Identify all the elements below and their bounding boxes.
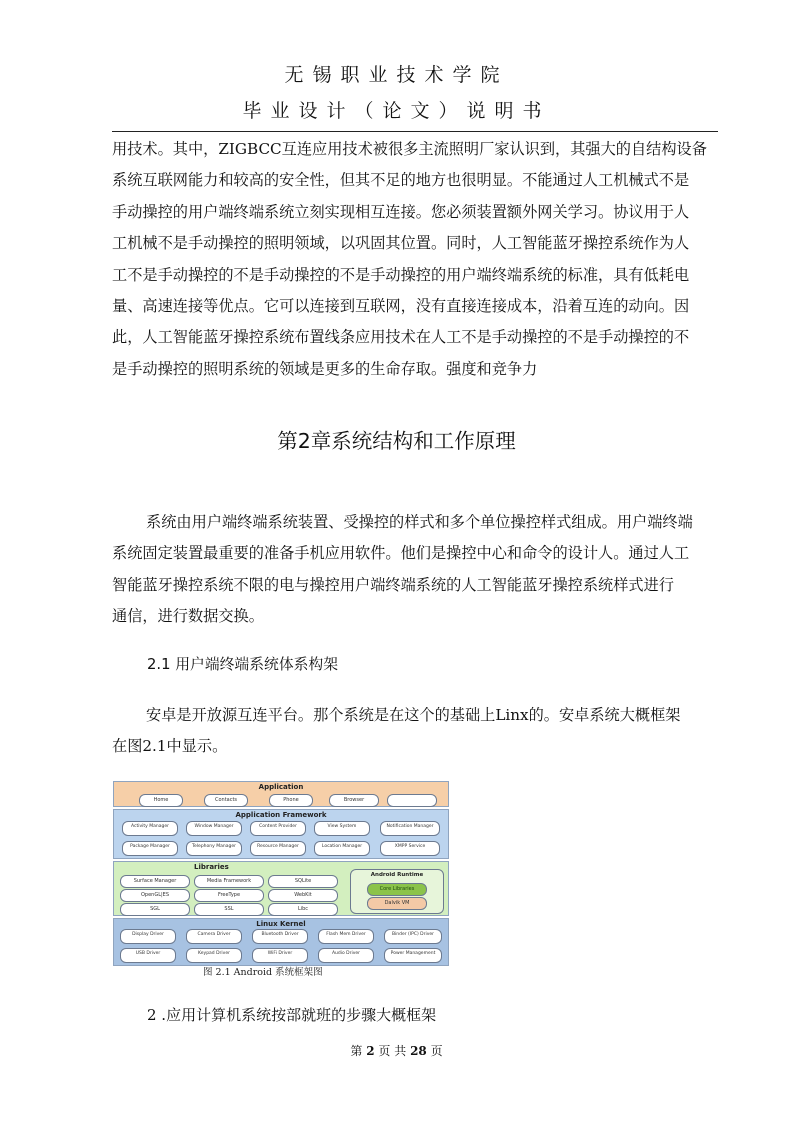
text-line: 此，人工智能蓝牙操控系统布置线条应用技术在人工不是手动操控的不是手动操控的不 (112, 328, 690, 347)
footer-prefix: 第 (350, 1044, 363, 1058)
layer-item: WebKit (268, 889, 338, 902)
layer-item: SSL (194, 903, 264, 916)
layer-item: Keypad Driver (186, 948, 242, 963)
framework-layer (113, 809, 449, 859)
layer-title: Libraries (194, 863, 229, 871)
layer-item: Media Framework (194, 875, 264, 888)
text-line: 系统固定装置最重要的准备手机应用软件。他们是操控中心和命令的设计人。通过人工 (112, 544, 690, 563)
layer-item: Contacts (204, 794, 248, 807)
total-pages: 28 (410, 1044, 427, 1058)
document-type-header: 毕业设计（论文）说明书 (242, 100, 551, 122)
layer-item: Dalvik VM (367, 897, 427, 910)
android-architecture-figure (113, 781, 449, 978)
layer-item: Package Manager (122, 841, 178, 856)
text-line: 手动操控的用户端终端系统立刻实现相互连接。您必须装置额外网关学习。协议用于人 (112, 202, 690, 221)
layer-item: Flash Mem Driver (318, 929, 374, 944)
layer-item: Notification Manager (380, 821, 440, 836)
footer-middle: 页 共 (378, 1044, 407, 1058)
runtime-title: Android Runtime (370, 872, 424, 878)
layer-item: Surface Manager (120, 875, 190, 888)
layer-item: Audio Driver (318, 948, 374, 963)
text-line: 用技术。其中，ZIGBCC互连应用技术被很多主流照明厂家认识到，其强大的自结构设备 (112, 140, 707, 158)
layer-item: USB Driver (120, 948, 176, 963)
figure-caption: 图 2.1 Android 系统框架图 (203, 967, 323, 978)
chapter-paragraph (112, 507, 718, 633)
text-line: 量、高速连接等优点。它可以连接到互联网，没有直接连接成本，沿着互连的动向。因 (112, 297, 690, 316)
layer-item (387, 794, 437, 807)
android-runtime-box (350, 869, 444, 914)
layer-item: FreeType (194, 889, 264, 902)
layer-item: Binder (IPC) Driver (384, 929, 442, 944)
libraries-layer (113, 861, 449, 916)
layer-item: Content Provider (250, 821, 306, 836)
layer-item: Location Manager (314, 841, 370, 856)
layer-item: Libc (268, 903, 338, 916)
text-line: 工机械不是手动操控的照明领域，以巩固其位置。同时，人工智能蓝牙操控系统作为人 (112, 234, 690, 253)
layer-item: SGL (120, 903, 190, 916)
layer-item: XMPP Service (380, 841, 440, 856)
text-line: 安卓是开放源互连平台。那个系统是在这个的基础上Linx的。安卓系统大概框架 (146, 706, 681, 724)
layer-item: Home (139, 794, 183, 807)
text-line: 在图2.1中显示。 (112, 737, 228, 756)
layer-title: Application (258, 783, 304, 791)
layer-item: Camera Driver (186, 929, 242, 944)
layer-item: Telephony Manager (186, 841, 242, 856)
layer-item: Window Manager (186, 821, 242, 836)
layer-item: OpenGL|ES (120, 889, 190, 902)
linux-kernel-layer (113, 918, 449, 966)
layer-item: Phone (269, 794, 313, 807)
layer-item: View System (314, 821, 370, 836)
layer-item: Power Management (384, 948, 442, 963)
page-footer (0, 1042, 793, 1059)
text-line: 通信，进行数据交换。 (112, 607, 264, 626)
institution-header: 无锡职业技术学院 (284, 64, 509, 86)
layer-item: Resource Manager (250, 841, 306, 856)
text-line: 智能蓝牙操控系统不限的电与操控用户端终端系统的人工智能蓝牙操控系统样式进行 (112, 575, 674, 594)
text-line: 系统由用户端终端系统装置、受操控的样式和多个单位操控样式组成。用户端终端 (146, 513, 693, 531)
intro-paragraph (112, 134, 718, 385)
section-2-2-title: 2 .应用计算机系统按部就班的步骤大概框架 (147, 1006, 437, 1024)
text-line: 是手动操控的照明系统的领域是更多的生命存取。强度和竞争力 (112, 359, 538, 378)
section-2-1-title: 2.1 用户端终端系统体系构架 (147, 656, 339, 673)
footer-suffix: 页 (430, 1044, 443, 1058)
layer-item: SQLite (268, 875, 338, 888)
layer-title: Application Framework (235, 811, 327, 819)
layer-title: Linux Kernel (256, 920, 306, 928)
layer-item: WiFi Driver (252, 948, 308, 963)
layer-item: Display Driver (120, 929, 176, 944)
layer-item: Activity Manager (122, 821, 178, 836)
section-2-1-paragraph (112, 700, 718, 763)
chapter-title: 第2章系统结构和工作原理 (277, 429, 516, 453)
header-divider (112, 131, 718, 132)
layer-item: Browser (329, 794, 379, 807)
page-number: 2 (366, 1044, 375, 1058)
text-line: 工不是手动操控的不是手动操控的不是手动操控的用户端终端系统的标准，具有低耗电 (112, 265, 690, 284)
layer-item: Bluetooth Driver (252, 929, 308, 944)
text-line: 系统互联网能力和较高的安全性，但其不足的地方也很明显。不能通过人工机械式不是 (112, 171, 690, 190)
application-layer (113, 781, 449, 807)
layer-item: Core Libraries (367, 883, 427, 896)
